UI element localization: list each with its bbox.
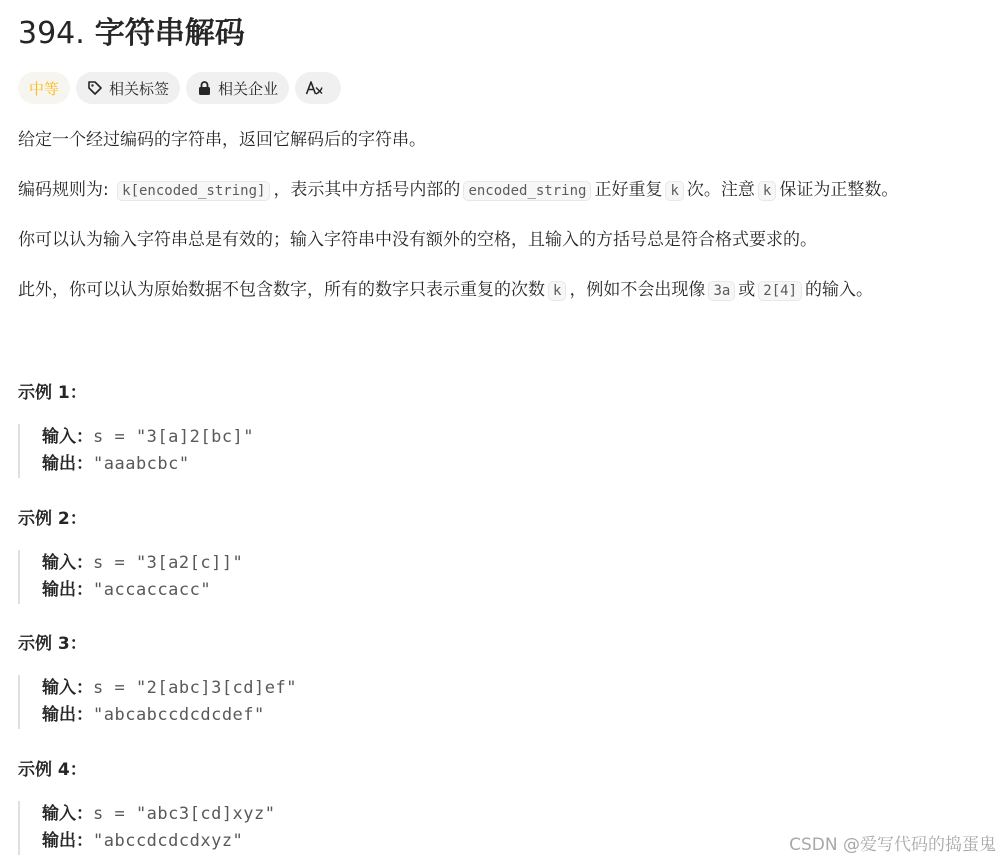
problem-title bbox=[18, 8, 245, 52]
description-paragraph-1: 给定一个经过编码的字符串，返回它解码后的字符串。 bbox=[18, 130, 426, 150]
text-segment: 正好重复 bbox=[594, 180, 663, 200]
tag-icon bbox=[87, 80, 103, 96]
example-input-line bbox=[42, 424, 742, 451]
input-value: s = "2[abc]3[cd]ef" bbox=[93, 678, 297, 698]
inline-code: k bbox=[665, 181, 683, 201]
text-segment: ，例如不会出现像 bbox=[569, 280, 706, 300]
output-label: 输出： bbox=[42, 705, 93, 725]
watermark: CSDN @爱写代码的捣蛋鬼 bbox=[789, 835, 996, 855]
example-input-line bbox=[42, 675, 742, 702]
inline-code: k bbox=[548, 281, 566, 301]
companies-tag-button[interactable] bbox=[186, 72, 289, 104]
inline-code: 2[4] bbox=[758, 281, 802, 301]
example-title: 示例 3： bbox=[18, 634, 87, 654]
input-value: s = "3[a]2[bc]" bbox=[93, 427, 255, 447]
text-segment: ，表示其中方括号内部的 bbox=[273, 180, 461, 200]
input-value: s = "abc3[cd]xyz" bbox=[93, 804, 276, 824]
text-segment: 次。注意 bbox=[686, 180, 755, 200]
translate-button[interactable] bbox=[295, 72, 341, 104]
text-segment: 此外，你可以认为原始数据不包含数字，所有的数字只表示重复的次数 bbox=[18, 280, 545, 300]
topics-tag-button[interactable] bbox=[76, 72, 180, 104]
example-output-line bbox=[42, 702, 742, 729]
inline-code: k bbox=[758, 181, 776, 201]
text-segment: 保证为正整数。 bbox=[779, 180, 899, 200]
output-label: 输出： bbox=[42, 580, 93, 600]
lock-icon bbox=[197, 80, 212, 96]
example-input-line bbox=[42, 801, 742, 828]
example-block bbox=[18, 675, 742, 729]
description-paragraph-2 bbox=[18, 177, 898, 204]
output-label: 输出： bbox=[42, 454, 93, 474]
difficulty-label: 中等 bbox=[29, 79, 60, 98]
example-output-line bbox=[42, 828, 742, 855]
example-block bbox=[18, 424, 742, 478]
example-title: 示例 1： bbox=[18, 383, 87, 403]
inline-code: encoded_string bbox=[463, 181, 591, 201]
output-label: 输出： bbox=[42, 831, 93, 851]
description-paragraph-3: 你可以认为输入字符串总是有效的；输入字符串中没有额外的空格，且输入的方括号总是符合格式要求的。 bbox=[18, 230, 817, 250]
input-label: 输入： bbox=[42, 804, 93, 824]
problem-name: 字符串解码 bbox=[94, 16, 245, 51]
example-output-line bbox=[42, 451, 742, 478]
example-title: 示例 2： bbox=[18, 509, 87, 529]
input-label: 输入： bbox=[42, 427, 93, 447]
translate-icon bbox=[305, 80, 325, 96]
output-value: "accaccacc" bbox=[93, 580, 212, 600]
inline-code: k[encoded_string] bbox=[117, 181, 270, 201]
output-value: "aaabcbc" bbox=[93, 454, 190, 474]
problem-number: 394. bbox=[18, 16, 85, 51]
topics-tag-label: 相关标签 bbox=[109, 79, 170, 98]
input-label: 输入： bbox=[42, 553, 93, 573]
input-label: 输入： bbox=[42, 678, 93, 698]
tag-bar bbox=[18, 72, 341, 104]
difficulty-badge bbox=[18, 72, 70, 104]
text-segment: 或 bbox=[738, 280, 756, 300]
input-value: s = "3[a2[c]]" bbox=[93, 553, 244, 573]
example-input-line bbox=[42, 550, 742, 577]
output-value: "abcabccdcdcdef" bbox=[93, 705, 265, 725]
example-block bbox=[18, 550, 742, 604]
inline-code: 3a bbox=[708, 281, 735, 301]
text-segment: 的输入。 bbox=[805, 280, 874, 300]
description-paragraph-4 bbox=[18, 277, 873, 304]
example-output-line bbox=[42, 577, 742, 604]
example-block bbox=[18, 801, 742, 855]
output-value: "abccdcdcdxyz" bbox=[93, 831, 244, 851]
text-segment: 编码规则为: bbox=[18, 180, 115, 200]
example-title: 示例 4： bbox=[18, 760, 87, 780]
companies-tag-label: 相关企业 bbox=[218, 79, 279, 98]
